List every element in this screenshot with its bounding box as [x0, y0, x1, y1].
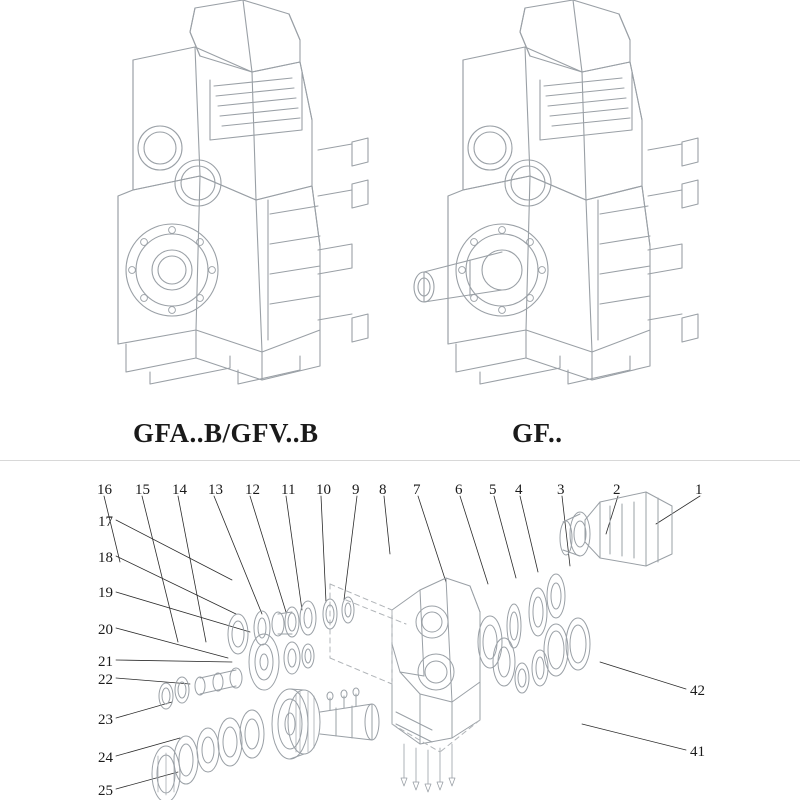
- callout-15: 15: [135, 482, 150, 498]
- callout-12: 12: [245, 482, 260, 498]
- central-housing: [330, 578, 480, 792]
- callout-10: 10: [316, 482, 331, 498]
- callout-24: 24: [98, 750, 113, 766]
- callout-41: 41: [690, 744, 705, 760]
- callout-22: 22: [98, 672, 113, 688]
- callout-3: 3: [557, 482, 565, 498]
- callout-9: 9: [352, 482, 360, 498]
- callout-17: 17: [98, 514, 113, 530]
- callout-42: 42: [690, 683, 705, 699]
- callout-11: 11: [281, 482, 296, 498]
- callout-7: 7: [413, 482, 421, 498]
- exploded-view: [0, 462, 800, 800]
- callout-16: 16: [97, 482, 112, 498]
- callout-21: 21: [98, 654, 113, 670]
- callout-5: 5: [489, 482, 497, 498]
- ring-parts-right: [478, 574, 590, 693]
- caption-right: GF..: [512, 418, 563, 448]
- exploded-parts-drawing: [0, 462, 800, 800]
- callout-6: 6: [455, 482, 463, 498]
- callout-25: 25: [98, 783, 113, 799]
- caption-left: GFA..B/GFV..B: [133, 418, 319, 448]
- gearbox-view-left: [118, 0, 368, 384]
- callout-23: 23: [98, 712, 113, 728]
- gear-shaft-middle: [159, 634, 314, 709]
- section-divider: [0, 460, 800, 461]
- gearbox-view-right: [414, 0, 698, 384]
- callout-14: 14: [172, 482, 187, 498]
- upper-shaft-parts: [228, 597, 354, 654]
- callout-13: 13: [208, 482, 223, 498]
- gear-shaft-bottom: [152, 688, 379, 800]
- callout-1: 1: [695, 482, 703, 498]
- callout-20: 20: [98, 622, 113, 638]
- callout-2: 2: [613, 482, 621, 498]
- callout-18: 18: [98, 550, 113, 566]
- callout-8: 8: [379, 482, 387, 498]
- callout-4: 4: [515, 482, 523, 498]
- callout-19: 19: [98, 585, 113, 601]
